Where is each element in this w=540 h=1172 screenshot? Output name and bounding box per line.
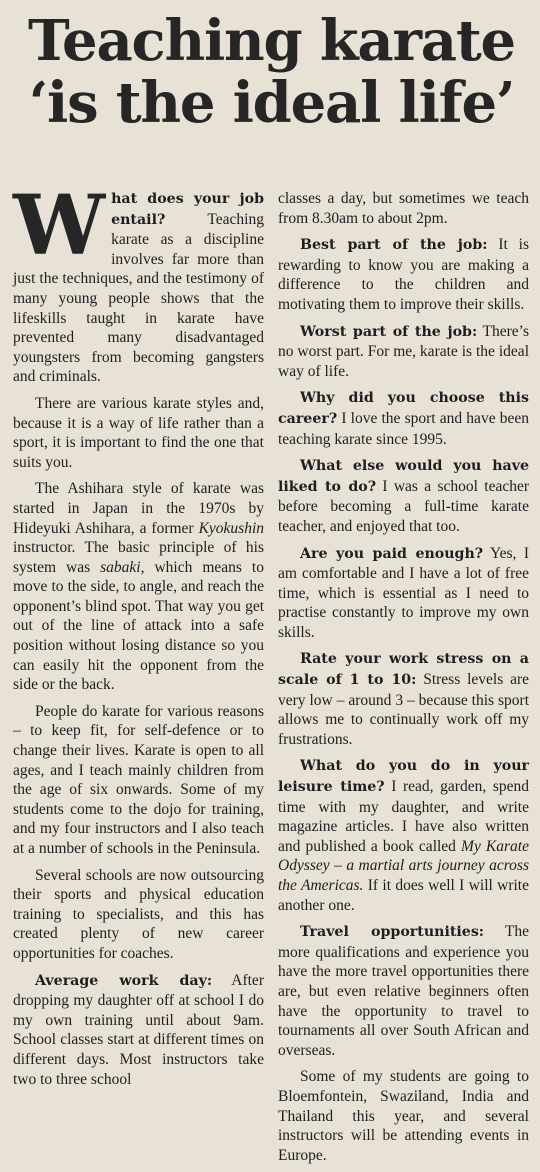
headline-line-2: ‘is the ideal life’ [28,70,515,136]
text-run: , which means to move to the side, to angle, and reach the opponent’s blind spot. That way you get out of the line of attack into a safe position without losing distance so you can easily hit the opponent from the side or the back. [13,558,264,694]
paragraph [278,756,529,915]
paragraph [278,322,529,382]
text-run: I read, garden, spend time with my daughter, and write magazine articles. I have also written and published a book called [278,778,529,855]
paragraph [278,388,529,449]
answer: There’s no worst part. For me, karate is the ideal way of life. [278,322,530,380]
text-run: The Ashihara style of karate was started in Japan in the 1970s by Hideyuki Ashihara, a former [13,480,264,537]
question: What do you do in your leisure time? [278,758,529,796]
paragraph: Some of my students are going to Bloemfontein, Swaziland, India and Thailand this year, and several instructors will be attending events in Europe. [278,1068,529,1164]
paragraph [278,922,529,1060]
answer: I was a school teacher before becoming a full-time karate teacher, and enjoyed that too. [278,477,529,535]
question: Rate your work stress on a scale of 1 to 10: [278,651,529,689]
question: hat does your job entail? [111,191,264,228]
answer: Stress levels are very low – around 3 – because this sport allows me to continually work off my frustrations. [278,671,530,748]
paragraph: There are various karate styles and, because it is a way of life rather than a sport, it is important to find the one that suits you. [13,394,264,471]
text-run: If it does well I will write another one. [278,877,529,914]
paragraph [278,456,529,536]
headline-line-1: Teaching karate [28,8,515,74]
book-title: My Karate Odyssey – a martial arts journey across the Americas. [278,837,529,894]
answer: The more qualifications and experience you have the more travel opportunities there are, but even relative beginners often have the opportunity to travel to tournaments all over South African and overseas. [278,923,529,1059]
drop-cap: W [13,178,106,274]
paragraph [13,178,264,387]
paragraph [13,479,264,695]
italic-term: sabaki [100,558,141,576]
question: Best part of the job: [300,237,488,254]
headline [13,10,530,134]
italic-term: Kyokushin [198,519,264,537]
answer: Teaching karate as a discipline involves far more than just the techniques, and the testimony of many young people shows that the lifeskills taught in karate have prevented many disadvantaged youngsters from becoming gangsters and criminals. [13,210,264,386]
paragraph: Several schools are now outsourcing their sports and physical education training to specialists, and this has created plenty of new career opportunities for coaches. [13,866,264,962]
answer: Yes, I am comfortable and I have a lot of free time, which is essential as I need to practise constantly to improve my own skills. [278,544,529,641]
paragraph [278,649,529,749]
paragraph [13,971,264,1090]
paragraph: classes a day, but sometimes we teach from 8.30am to about 2pm. [278,190,529,227]
paragraph [278,235,529,314]
answer: It is rewarding to know you are making a difference to the children and motivating them to improve their skills. [278,236,529,313]
question: Are you paid enough? [300,545,484,562]
answer: I love the sport and have been teaching karate since 1995. [278,409,529,448]
question: Travel opportunities: [300,924,485,941]
paragraph [278,544,529,643]
column-right [278,189,529,1172]
column-left [13,178,264,1172]
question: Worst part of the job: [300,323,478,340]
answer: After dropping my daughter off at school I do my own training until about 9am. School classes start at different times on different days. Most instructors take two to three school [13,971,264,1088]
question: Why did you choose this career? [278,390,529,427]
question: Average work day: [35,972,213,989]
article-body [13,178,530,1172]
question: What else would you have liked to do? [278,458,529,495]
text-run: instructor. The basic principle of his system was [13,539,264,576]
paragraph: People do karate for various reasons – to keep fit, for self-defence or to change their lives. Karate is open to all ages, and I teach mainly children from the age of six onwards. Some of my students come to the dojo for training, and my four instructors and I also teach at a number of schools in the Peninsula. [13,702,264,857]
